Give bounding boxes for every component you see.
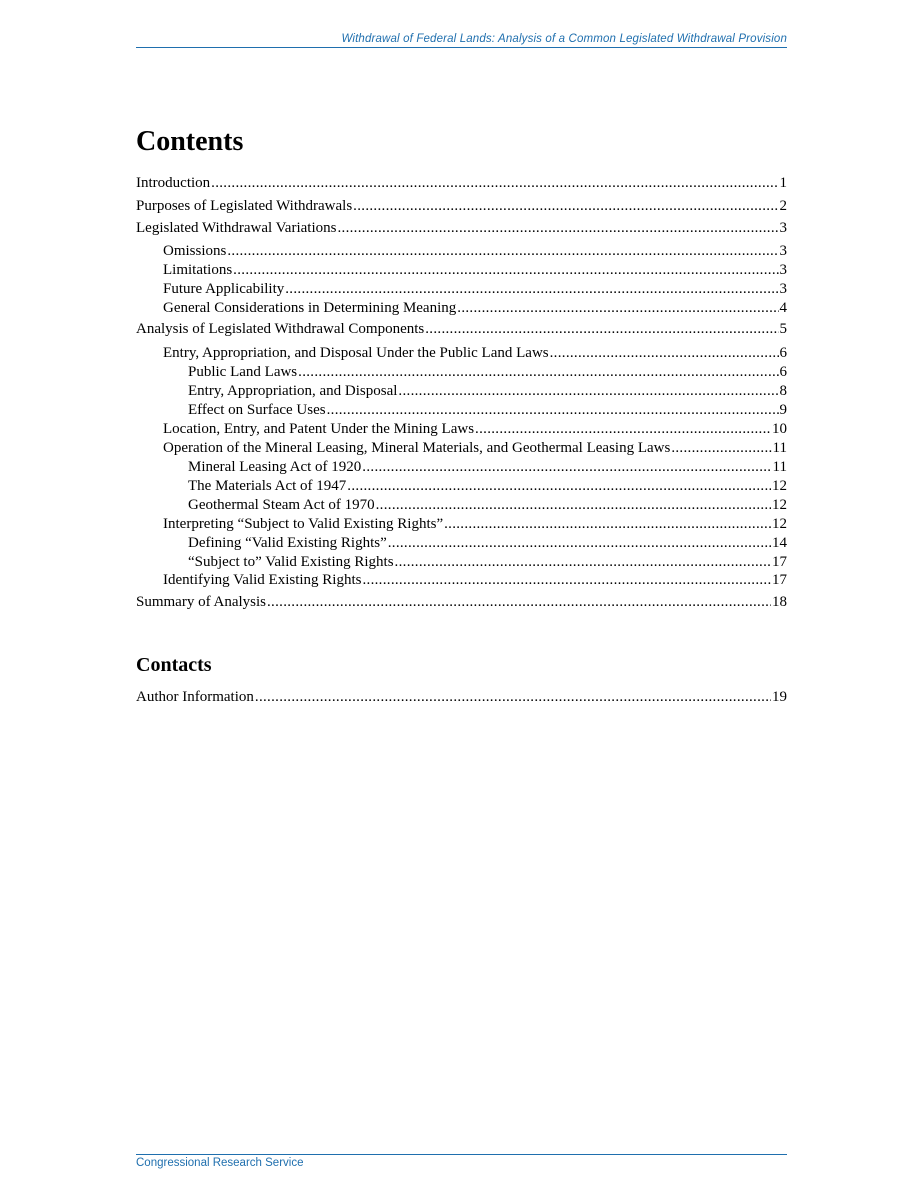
toc-entry-geothermal-steam-act[interactable]	[188, 496, 787, 515]
toc-leader	[398, 382, 778, 401]
toc-page-number: 3	[779, 220, 787, 236]
toc-entry-label: Mineral Leasing Act of 1920	[188, 459, 362, 475]
toc-entry-omissions[interactable]	[163, 242, 787, 261]
toc-leader	[285, 280, 778, 299]
toc-entry-subject-to-valid-existing-rights[interactable]	[188, 553, 787, 572]
toc-page-number: 10	[772, 421, 787, 437]
toc-leader	[388, 534, 771, 553]
toc-entry-label: Operation of the Mineral Leasing, Mineral Materials, and Geothermal Leasing Laws	[163, 440, 671, 456]
toc-entry-materials-act[interactable]	[188, 477, 787, 496]
toc-entry-label: The Materials Act of 1947	[188, 478, 347, 494]
toc-entry-label: Summary of Analysis	[136, 594, 266, 610]
toc-leader	[337, 219, 778, 238]
toc-entry-analysis-components[interactable]	[136, 320, 787, 339]
toc-entry-label: Entry, Appropriation, and Disposal	[188, 383, 398, 399]
toc-entry-label: Future Applicability	[163, 281, 285, 297]
running-header-title: Withdrawal of Federal Lands: Analysis of a Common Legislated Withdrawal Provision	[341, 33, 787, 45]
toc-entry-interpreting-subject-to[interactable]	[163, 515, 787, 534]
contents-heading: Contents	[136, 126, 244, 157]
toc-entry-label: Defining “Valid Existing Rights”	[188, 535, 387, 551]
toc-entry-leasing-laws[interactable]	[163, 439, 787, 458]
toc-entry-label: General Considerations in Determining Meaning	[163, 300, 457, 316]
toc-page-number: 8	[779, 383, 787, 399]
toc-page-number: 6	[779, 345, 787, 361]
toc-leader	[347, 477, 771, 496]
toc-entry-label: Interpreting “Subject to Valid Existing Rights”	[163, 516, 444, 532]
toc-leader	[211, 174, 778, 193]
toc-leader	[255, 688, 771, 707]
toc-entry-public-land-laws[interactable]	[188, 363, 787, 382]
toc-entry-mineral-leasing-act[interactable]	[188, 458, 787, 477]
toc-leader	[353, 197, 778, 216]
toc-page-number: 17	[772, 554, 787, 570]
toc-page-number: 12	[772, 516, 787, 532]
toc-page-number: 3	[779, 243, 787, 259]
toc-page-number: 11	[772, 440, 787, 456]
toc-entry-label: Public Land Laws	[188, 364, 298, 380]
toc-entry-entry-appropriation-and-disposal[interactable]	[188, 382, 787, 401]
toc-entry-label: Legislated Withdrawal Variations	[136, 220, 337, 236]
toc-page-number: 3	[779, 281, 787, 297]
toc-page-number: 11	[772, 459, 787, 475]
contacts-heading: Contacts	[136, 654, 212, 676]
toc-entry-label: Omissions	[163, 243, 227, 259]
running-header	[136, 32, 787, 48]
toc-entry-label: Location, Entry, and Patent Under the Mining Laws	[163, 421, 475, 437]
toc-entry-label: “Subject to” Valid Existing Rights	[188, 554, 394, 570]
toc-entry-label: Purposes of Legislated Withdrawals	[136, 198, 353, 214]
toc-entry-label: Effect on Surface Uses	[188, 402, 326, 418]
toc-entry-defining-valid-existing-rights[interactable]	[188, 534, 787, 553]
toc-leader	[425, 320, 778, 339]
toc-leader	[233, 261, 778, 280]
toc-entry-general-considerations[interactable]	[163, 299, 787, 318]
toc-page-number: 14	[772, 535, 787, 551]
toc-entry-variations[interactable]	[136, 219, 787, 238]
toc-page-number: 17	[772, 572, 787, 588]
toc-entry-limitations[interactable]	[163, 261, 787, 280]
toc-leader	[227, 242, 778, 261]
toc-entry-label: Author Information	[136, 689, 254, 705]
toc-entry-label: Introduction	[136, 175, 211, 191]
toc-page-number: 12	[772, 478, 787, 494]
toc-leader	[267, 593, 771, 612]
toc-entry-entry-appropriation-disposal[interactable]	[163, 344, 787, 363]
toc-leader	[298, 363, 778, 382]
toc-leader	[444, 515, 771, 534]
toc-entry-purposes[interactable]	[136, 197, 787, 216]
toc-leader	[362, 571, 771, 590]
toc-page-number: 5	[779, 321, 787, 337]
toc-leader	[395, 553, 771, 572]
toc-entry-introduction[interactable]	[136, 174, 787, 193]
running-footer	[136, 1154, 787, 1170]
toc-entry-effect-on-surface-uses[interactable]	[188, 401, 787, 420]
toc-page-number: 6	[779, 364, 787, 380]
toc-entry-author-information[interactable]	[136, 688, 787, 707]
toc-entry-summary-of-analysis[interactable]	[136, 593, 787, 612]
toc-page-number: 18	[772, 594, 787, 610]
toc-leader	[671, 439, 771, 458]
toc-entry-identifying-valid-existing-rights[interactable]	[163, 571, 787, 590]
toc-leader	[550, 344, 779, 363]
toc-page-number: 1	[779, 175, 787, 191]
toc-entry-label: Analysis of Legislated Withdrawal Components	[136, 321, 425, 337]
toc-page-number: 4	[779, 300, 787, 316]
toc-entry-label: Entry, Appropriation, and Disposal Under the Public Land Laws	[163, 345, 549, 361]
toc-page-number: 19	[772, 689, 787, 705]
toc-leader	[376, 496, 771, 515]
toc-leader	[457, 299, 778, 318]
toc-page-number: 9	[779, 402, 787, 418]
toc-entry-label: Identifying Valid Existing Rights	[163, 572, 362, 588]
toc-entry-future-applicability[interactable]	[163, 280, 787, 299]
toc-page-number: 2	[779, 198, 787, 214]
toc-entry-label: Geothermal Steam Act of 1970	[188, 497, 375, 513]
toc-leader	[362, 458, 771, 477]
toc-leader	[475, 420, 771, 439]
toc-leader	[327, 401, 779, 420]
footer-publisher: Congressional Research Service	[136, 1157, 304, 1169]
toc-entry-label: Limitations	[163, 262, 233, 278]
toc-entry-mining-laws[interactable]	[163, 420, 787, 439]
toc-page-number: 12	[772, 497, 787, 513]
toc-page-number: 3	[779, 262, 787, 278]
